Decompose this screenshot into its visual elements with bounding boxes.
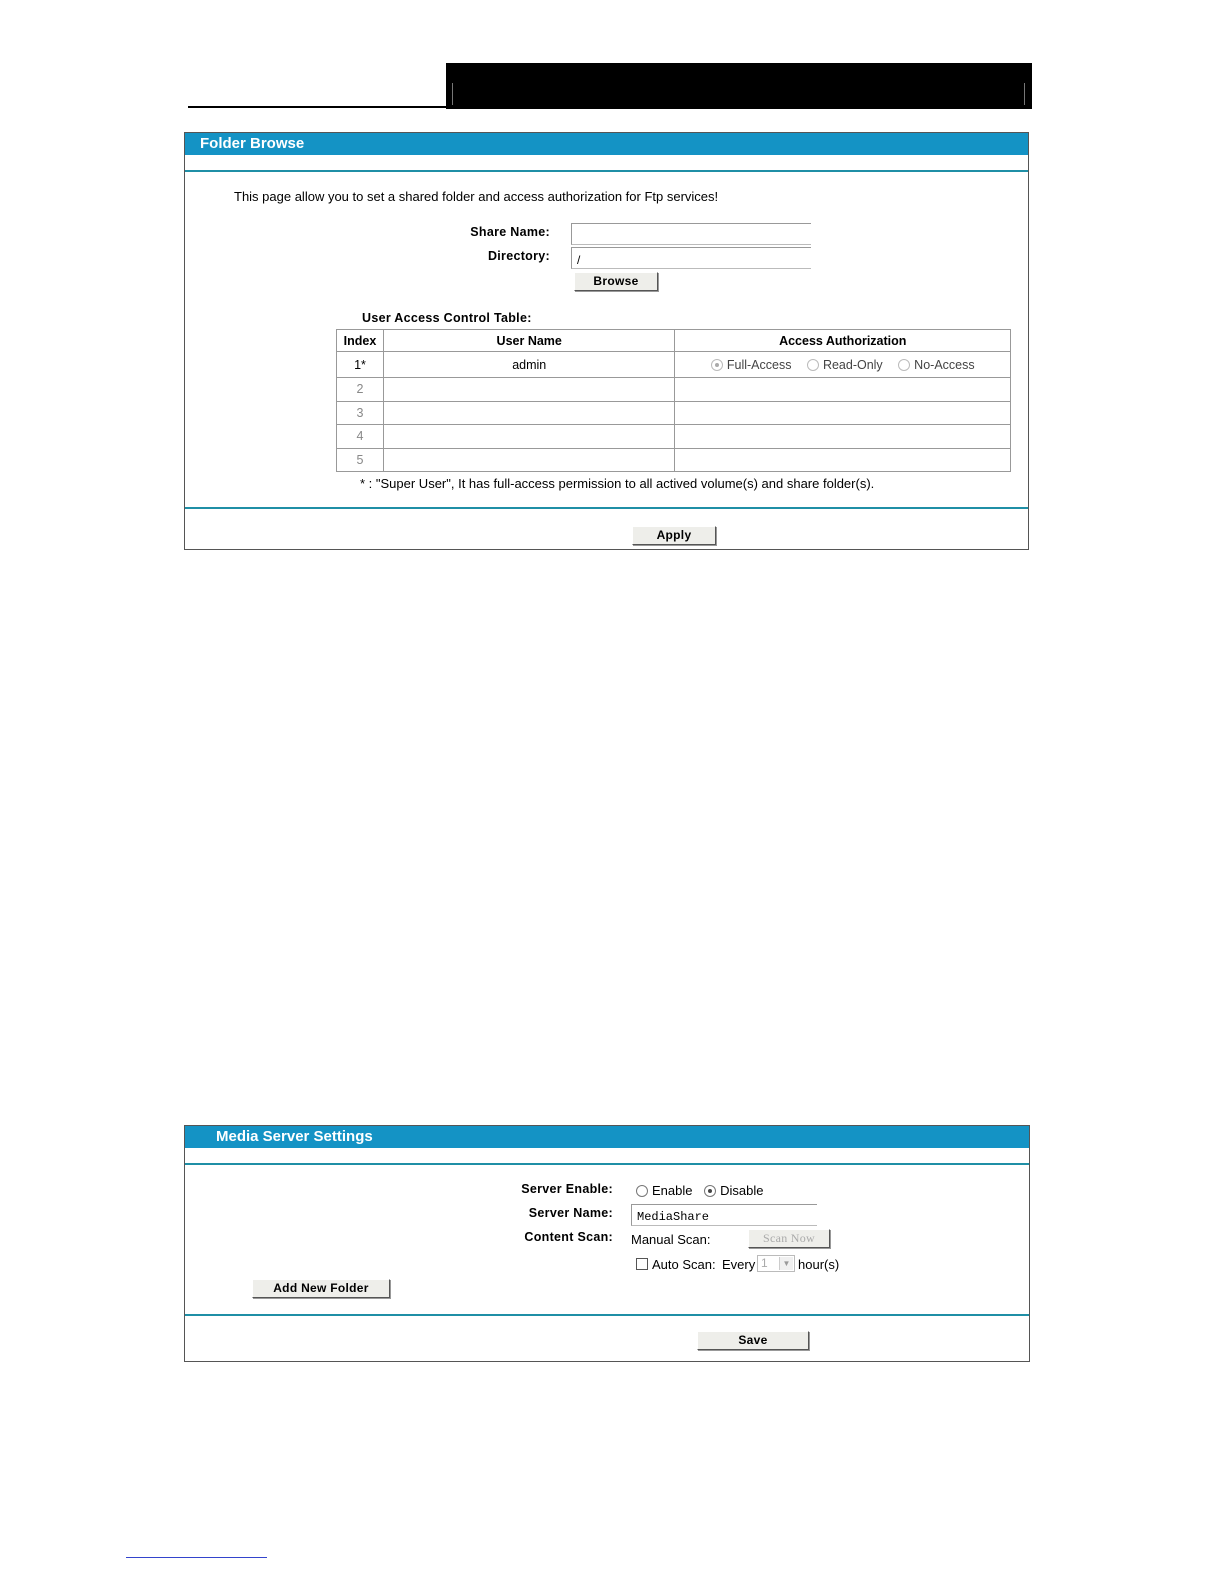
directory-input[interactable]: / (571, 247, 811, 269)
add-new-folder-button[interactable]: Add New Folder (252, 1279, 390, 1298)
panel-title (185, 133, 1028, 155)
page-description: This page allow you to set a shared folder and access authorization for Ftp services! (234, 189, 719, 204)
content-scan-label: Content Scan: (524, 1230, 613, 1244)
read-only-option[interactable]: Read-Only (807, 358, 883, 372)
every-label: Every (722, 1257, 756, 1272)
row-user-name (383, 448, 675, 472)
directory-label: Directory: (487, 249, 550, 263)
table-row (337, 401, 1011, 425)
super-user-footnote: * : "Super User", It has full-access permission to all actived volume(s) and share folder(s). (360, 476, 875, 491)
full-access-radio[interactable] (711, 359, 723, 371)
header-bar-tick (1024, 83, 1025, 105)
row-index: 2 (337, 378, 384, 402)
auto-scan-interval-select[interactable] (757, 1255, 795, 1272)
auto-scan-label: Auto Scan: (652, 1257, 716, 1272)
document-header-rule (188, 106, 450, 108)
chevron-down-icon: ▼ (779, 1257, 793, 1270)
manual-scan-label: Manual Scan: (631, 1232, 711, 1247)
table-row (337, 425, 1011, 449)
table-caption: User Access Control Table: (362, 311, 532, 325)
browse-button[interactable]: Browse (574, 272, 658, 291)
share-name-label: Share Name: (470, 225, 550, 239)
no-access-option[interactable]: No-Access (898, 358, 974, 372)
table-row (337, 448, 1011, 472)
row-user-name (383, 378, 675, 402)
row-user-name (383, 401, 675, 425)
row-index: 4 (337, 425, 384, 449)
media-server-panel (184, 1125, 1030, 1362)
table-header-row (337, 330, 1011, 352)
access-authorization-options (675, 352, 1011, 378)
row-access (675, 425, 1011, 449)
header-divider (185, 170, 1028, 172)
server-enable-label: Server Enable: (521, 1182, 613, 1196)
share-name-input[interactable] (571, 223, 811, 245)
full-access-option[interactable]: Full-Access (711, 358, 792, 372)
document-header-bar (446, 63, 1032, 109)
column-header-index: Index (337, 330, 384, 352)
footer-divider (185, 1314, 1029, 1316)
apply-button[interactable]: Apply (632, 526, 716, 545)
row-access (675, 401, 1011, 425)
row-user-name: admin (383, 352, 675, 378)
column-header-access-authorization: Access Authorization (675, 330, 1011, 352)
row-index: 3 (337, 401, 384, 425)
folder-browse-title: Folder Browse (200, 135, 305, 152)
row-index: 5 (337, 448, 384, 472)
hours-label: hour(s) (798, 1257, 840, 1272)
user-access-control-table (336, 329, 1011, 472)
save-button[interactable]: Save (697, 1331, 809, 1350)
column-header-user-name: User Name (383, 330, 675, 352)
read-only-radio[interactable] (807, 359, 819, 371)
no-access-radio[interactable] (898, 359, 910, 371)
footer-divider (185, 507, 1028, 509)
server-name-input[interactable]: MediaShare (631, 1204, 817, 1226)
footer-link-underline (126, 1557, 267, 1558)
server-name-label: Server Name: (528, 1206, 613, 1220)
header-divider (185, 1163, 1029, 1165)
enable-radio[interactable] (636, 1185, 648, 1197)
row-user-name (383, 425, 675, 449)
row-access (675, 378, 1011, 402)
auto-scan-checkbox[interactable] (636, 1258, 648, 1270)
row-index: 1* (337, 352, 384, 378)
header-bar-tick (452, 83, 453, 105)
disable-option[interactable]: Disable (704, 1183, 763, 1198)
server-enable-options (636, 1183, 763, 1198)
table-row (337, 378, 1011, 402)
panel-title (185, 1126, 1029, 1148)
scan-now-button[interactable]: Scan Now (748, 1229, 830, 1248)
enable-option[interactable]: Enable (636, 1183, 692, 1198)
disable-radio[interactable] (704, 1185, 716, 1197)
media-server-title: Media Server Settings (216, 1128, 373, 1145)
interval-value: 1 (761, 1256, 768, 1270)
table-row (337, 352, 1011, 378)
row-access (675, 448, 1011, 472)
